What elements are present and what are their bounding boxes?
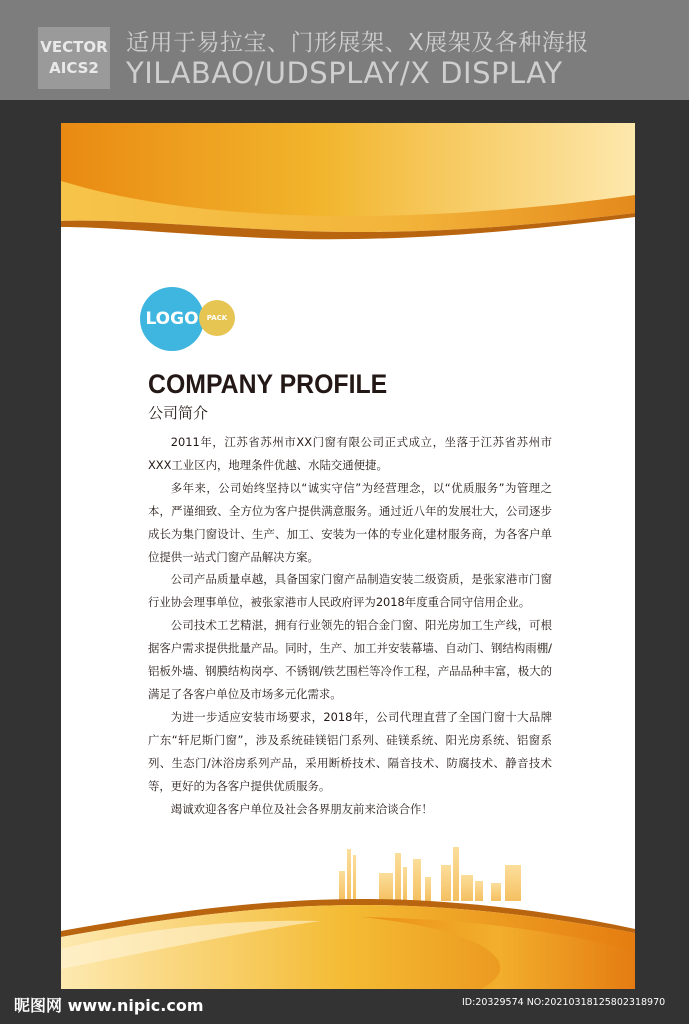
header-title-cn: 适用于易拉宝、门形展架、X展架及各种海报 [126, 30, 589, 56]
header-title-en: YILABAO/UDSPLAY/X DISPLAY [126, 56, 563, 90]
paragraph: 公司产品质量卓越，具备国家门窗产品制造安装二级资质，是张家港市门窗行业协会理事单位，被张家港市人民政府评为2018年度重合同守信用企业。 [148, 572, 552, 610]
watermark-left: 昵图网 www.nipic.com [14, 996, 204, 1015]
paragraph: 为进一步适应安装市场要求，2018年，公司代理直营了全国门窗十大品牌广东“轩尼斯门窗”，涉及系统硅镁铝门系列、硅镁系统、阳光房系统、铝窗系列、生态门/沐浴房系列产品，采用断桥技术、隔音技术、防腐技术、静音技术等，更好的为各客户提供优质服务。 [148, 709, 552, 793]
badge-line-1: VECTOR [40, 38, 108, 56]
paragraph: 公司技术工艺精湛，拥有行业领先的铝合金门窗、阳光房加工生产线，可根据客户需求提供批量产品。同时，生产、加工并安装幕墙、自动门、钢结构雨棚/铝板外墙、钢膜结构岗亭、不锈钢/铁艺围栏等冷作工程，产品品种丰富，极大的满足了各客户单位及市场多元化需求。 [148, 618, 552, 701]
logo-secondary-text: PACK [206, 314, 228, 322]
poster-page [61, 123, 635, 989]
header-bar [0, 0, 689, 100]
document-subtitle: 公司简介 [148, 404, 209, 422]
logo-text: LOGO [145, 309, 199, 329]
version-badge [38, 27, 110, 89]
paragraph: 多年来，公司始终坚持以“诚实守信”为经营理念，以“优质服务”为管理之本，严谨细致、全方位为客户提供满意服务。通过近八年的发展壮大，公司逐步成长为集门窗设计、生产、加工、安装为一体的专业化建材服务商，为各客户单位提供一站式门窗产品解决方案。 [148, 480, 552, 564]
watermark-right: ID:20329574 NO:20210318125802318970 [462, 997, 666, 1008]
paragraph: 竭诚欢迎各客户单位及社会各界朋友前来洽谈合作！ [170, 801, 433, 816]
document-body [148, 431, 552, 820]
document-title: COMPANY PROFILE [148, 369, 388, 399]
paragraph: 2011年，江苏省苏州市XX门窗有限公司正式成立，坐落于江苏省苏州市XXX工业区内，地理条件优越、水陆交通便捷。 [148, 435, 552, 472]
badge-line-2: AICS2 [49, 59, 99, 77]
